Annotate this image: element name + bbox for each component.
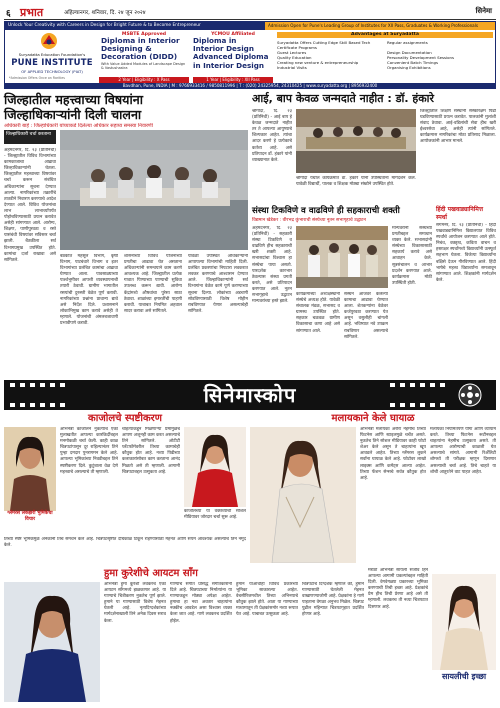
article-body-col: गाण्याचे संगीत प्रसिद्ध संगीतकारांनी दिले आहे. चित्रपटाच्या निर्मात्यांना या गाण्याकडून मोठ्या अपेक्षा आहेत. हुमाचा हा नवा अवतार चाहत्यांना नक्कीच आवडेल असा विश्वास व्यक्त केला जात आहे. गाणे लवकरच प्रदर्शित होईल. <box>170 582 232 624</box>
msbte-course: Designing & <box>101 44 152 54</box>
article-body-col: तिच्या स्पष्ट भूमिकेमुळे अनेकांनी तिचे समर्थन केले आहे. चित्रपटसृष्टीत दीर्घकाळ टिकून राहण्यासाठी मेहनत आणि संयम आवश्यक असल्याचे तिने नमूद केले. <box>4 537 246 549</box>
article-body-col: मराठी अभिनेत्री सायली संजीव हिने आपल्या आगामी प्रकल्पांबद्दल माहिती दिली. वेगवेगळ्या प्रकारच्या भूमिका करण्याची तिची इच्छा आहे. प्रेक्षकांचे प्रेम हीच तिची प्रेरणा आहे असे ती म्हणाली. लवकरच ती नव्या चित्रपटात दिसणार आहे. <box>368 568 428 610</box>
paper-name: प्रभात <box>20 6 44 19</box>
ycmou-course: in Interior Design <box>193 60 265 70</box>
ad-address-bar: Bavdhan, Pune, INDIA | M : 9766933416 / 9850811996 | T : (020) 24325954, 24310425 | www.suryadatta.org | 8956932400 <box>5 83 495 89</box>
advantage-item: Suryadatta Offers Cutting Edge Skill Based Tech Certificate Programs <box>277 40 371 50</box>
article-body-col: कार्यक्रमाच्या अध्यक्षस्थानी संस्थेचे अध्यक्ष होते. यावेळी संचालक मंडळ, सभासद व ग्रामस्थ उपस्थित होते. सहकार चळवळ ग्रामीण विकासाचा कणा आहे असे सांगण्यात आले. <box>296 292 340 334</box>
article-body-col: श्रीगोंदा येथील कार्यक्रमात डॉ. हंकारे यांनी उपस्थितांना मार्गदर्शन केले. यावेळी विद्यार्थी, पालक व शिक्षक मोठ्या संख्येने उपस्थित होते. <box>296 176 416 188</box>
brief-headline: हिंदी पखवाड्यानिमित्त स्पर्धा <box>436 206 484 221</box>
article-body-col: काजोलच्या या वक्तव्याची सोशल मीडियावर जोरदार चर्चा सुरू आहे. <box>184 509 246 521</box>
article-body-col: अभिनेत्री हुमा कुरेशी लवकरच एका आयटम सॉंगमध्ये झळकणार आहे. या गाण्याचे चित्रीकरण नुकतेच पूर्ण झाले. हुमाने या गाण्यासाठी विशेष मेहनत घेतली आहे. नृत्यदिग्दर्शकांच्या मार्गदर्शनाखाली तिने अनेक दिवस सराव केला. <box>104 582 166 624</box>
advantages-block <box>277 32 493 82</box>
article-headline: मलायकाने केले घायाळ <box>331 413 415 424</box>
kajol-photo <box>4 427 56 511</box>
msbte-title: MSBTE Approved <box>121 32 167 37</box>
ycmou-course: Diploma in <box>193 36 237 45</box>
msbte-course-list <box>99 37 189 62</box>
institute-tag: Suryadatta Education Foundation's <box>18 52 86 57</box>
advantage-item: Regular assignments <box>387 40 428 45</box>
meeting-photo <box>60 130 248 250</box>
cinema-banner <box>4 380 496 410</box>
sayali-caption: सायलीची इच्छा <box>441 672 487 681</box>
ycmou-course-list <box>193 37 273 70</box>
advertisement[interactable] <box>4 21 496 89</box>
dateline: अहिल्यानगर, शनिवार, दि. २४ जून २०२४ <box>64 10 146 16</box>
advantage-item: Design Documentation <box>387 50 432 55</box>
article-subhead: विद्यमान खेडेकर : वीरभद्र कुंभाराची संस्थेच्या नूतन सभागृहाचे उद्घाटन <box>252 218 366 223</box>
advantage-item: Guest Lectures <box>277 50 307 55</box>
event-photo <box>296 109 416 173</box>
ycmou-course: Interior Design <box>193 44 254 54</box>
article-body-col: मलायका नियमितपणे योगा आणि व्यायाम करते. तिच्या फिटनेस रूटीनबद्दल चाहत्यांना नेहमीच उत्सुकता असते. ती आपल्या आरोग्याची काळजी घेत असल्याचे सांगते. आगामी रिॲलिटी शोमध्ये ती परीक्षक म्हणून दिसणार असल्याची चर्चा आहे. तिचे चाहते या शोची आतुरतेने वाट पाहत आहेत. <box>430 427 496 475</box>
msbte-block <box>99 32 189 76</box>
cinema-article-malaika <box>250 413 496 563</box>
brief-hindi <box>436 206 496 378</box>
ad-footer-note: *Admission Offers Once on Rarities <box>9 76 65 80</box>
malaika-photo <box>250 427 356 563</box>
article-body-col: अहमदनगर, दि. २३ (प्रतिनिधी) - जिल्ह्यातील विविध विभागांच्या कामकाजाचा आढावा जिल्हाधिकाऱ्यांनी घेतला. जिल्ह्यातील महत्त्वाच्या विषयांवर चर्चा करून संबंधित अधिकाऱ्यांना सूचना देण्यात आल्या. नागरिकांच्या तक्रारींचे तातडीने निवारण करण्याचे आदेश देण्यात आले. विविध योजनांचा लाभ लाभार्थ्यांपर्यंत पोहोचविण्यासाठी प्रयत्न करावेत असेही सांगण्यात आले. आरोग्य, शिक्षण, पाणीपुरवठा व रस्ते यासंबंधी विषयांवर सविस्तर चर्चा झाली. बैठकीला सर्व विभागप्रमुख उपस्थित होते. कामांचा दर्जा राखावा असे सांगितले. <box>4 148 56 263</box>
msbte-course: Diploma in Interior <box>101 36 180 45</box>
sayali-photo <box>432 574 496 670</box>
article-subhead: अधिकारी बाहे : जिल्हाधिकारी यांच्याकडे दिलेल्या अधिकार सहाय्य समस्या निवारणी <box>4 123 153 129</box>
institute-name-sub: OF APPLIED TECHNOLOGY (PIAT) <box>21 69 83 74</box>
article-body-col: यावेळी उपस्थित अधिकाऱ्यांनी आपापल्या विभागांची माहिती दिली. प्रलंबित प्रकरणांचा निपटारा लवकरात लवकर करण्याचे आश्वासन देण्यात आले. जिल्हाधिकाऱ्यांनी सर्व विभागांना वेळेत कामे पूर्ण करण्याच्या सूचना दिल्या. लोकांच्या अडचणी सोडविण्यासाठी विशेष मोहीम राबविण्यात येणार असल्याचेही सांगितले. <box>188 254 248 314</box>
article-body-col: बैठकीत महसूल विभाग, कृषी विभाग, पाटबंधारे विभाग व इतर विभागांच्या प्रलंबित कामांचा आढावा घेण्यात आला. पावसाळ्याच्या पार्श्वभूमीवर आपत्ती व्यवस्थापनाची तयारी ठेवावी. ग्रामीण भागातील रस्त्यांची दुरुस्ती वेळेत पूर्ण करावी. नागरिकांच्या प्रश्नांना प्राधान्य द्यावे असे निर्देश दिले. प्रशासनाने लोकाभिमुख काम करावे असेही ते म्हणाले. योजनांची अंमलबजावणी प्रभावीपणे करावी. <box>60 254 118 327</box>
huma-photo <box>4 582 100 702</box>
msbte-note: With Value Added Modules of Landscape Design & Vastushastra <box>101 61 186 70</box>
institute-logo-icon <box>39 32 59 50</box>
cinema-article-sayali <box>368 568 496 704</box>
msbte-course: Decoration (DIDD) <box>101 52 178 62</box>
ad-banner-left: Unlock Your Creativity with Careers in Design for Bright Future & to Become Entrepreneur <box>5 22 268 30</box>
article-body-col: श्रीगोंदा, दि. २३ (प्रतिनिधी) - आई बाप हे केवळ जन्मदाते नाहीत तर ते आपल्या आयुष्याचे शिल्पकार आहेत. त्यांचा आदर करणे हे प्रत्येकाचे कर्तव्य आहे. असे प्रतिपादन डॉ. हंकारे यांनी व्याख्यानात केले. <box>252 109 292 163</box>
institute-logo-block <box>9 32 95 76</box>
article-district-collector <box>4 92 248 380</box>
article-body-col: अभिनेत्री काजोलने नुकत्याच एका मुलाखतीत आपल्या कारकिर्दीबद्दल मनमोकळी चर्चा केली. काही काळ चित्रपटांपासून दूर राहिल्यानंतर तिने पुन्हा दमदार पुनरागमन केले आहे. आपल्या भूमिकांच्या निवडीबद्दल तिने स्पष्टीकरण दिले. कुटुंबाला वेळ देणे महत्त्वाचे असल्याचे ती म्हणाली. <box>60 427 118 475</box>
article-headline: काजोलचे स्पष्टीकरण <box>88 413 162 424</box>
article-body-col: हुमाने याआधीही विविध प्रकारच्या भूमिका साकारल्या आहेत. वेबसीरिजमधील तिच्या अभिनयाचे कौतुक झाले होते. आता या गाण्याच्या माध्यमातून ती प्रेक्षकांसमोर नव्या रूपात येत आहे. याबाबत उत्सुकता आहे. <box>236 582 298 618</box>
article-cooperative <box>252 206 432 378</box>
headline-line: जिल्हातील महत्त्वाच्या विषयांना <box>4 92 143 107</box>
article-headline: हुमा कुरेशीचे आयटम सॉंग <box>104 568 198 579</box>
advantage-item: Creating new venture & entrepreneurship <box>277 60 359 65</box>
masthead-rule <box>4 19 496 20</box>
article-body-col: मान्यवरांनी संस्थेच्या प्रगतीबद्दल समाधान व्यक्त केले. सभासदांनी संस्थेच्या विकासासाठी सहकार्य करावे असे आवाहन केले. सूत्रसंचालन व आभार प्रदर्शन करण्यात आले. कार्यक्रमास मोठी उपस्थिती होती. <box>392 226 432 286</box>
article-hankare <box>252 92 496 202</box>
msbte-duration: 2 Year | Eligibility : X Pass <box>99 77 189 83</box>
article-body-col: जिल्ह्यातील शिक्षण संस्थांनी संस्कारक्षम पिढी घडविण्यासाठी प्रयत्न करावेत. पालकांनी मुलांशी संवाद ठेवावा. आई-वडिलांची सेवा हीच खरी ईश्वरसेवा आहे, असेही त्यांनी सांगितले. कार्यक्रमास नागरिकांचा मोठा प्रतिसाद मिळाला. आयोजकांनी आभार मानले. <box>420 109 496 145</box>
article-headline: आई, बाप केवळ जन्मदाते नाहीत : डॉ. हंकारे <box>252 92 434 105</box>
photo-caption-box <box>4 511 56 531</box>
advantage-item: Industrial Visits <box>277 65 307 70</box>
article-body-col: शासनाच्या विविध योजनांच्या प्रगतीचा आढावा घेत असताना अधिकाऱ्यांनी समन्वयाने काम करणे आवश्यक आहे. जिल्ह्यातील प्रत्येक गावात पिण्याच्या पाण्याची सुविधा उपलब्ध करून द्यावी. आरोग्य केंद्रांमध्ये औषधांचा पुरेसा साठा ठेवावा. शाळांच्या इमारतींची पाहणी करावी. याबाबत नियमित अहवाल सादर करावा असे सांगितले. <box>124 254 182 314</box>
section-label: सिनेमा <box>475 7 492 15</box>
inauguration-photo <box>296 226 388 288</box>
advantages-list <box>277 40 493 70</box>
article-body-col: संस्थेने आजवर केलेल्या कामाचा आढावा घेण्यात आला. शेतकऱ्यांना वेळेवर कर्जपुरवठा करण्यात येत असून वसुलीही चांगली आहे. भविष्यात नवे उपक्रम राबविणार असल्याचे सांगितले. <box>344 292 388 340</box>
advantage-item: Convenient Batch Timings <box>387 60 439 65</box>
photo-caption: ग्लॅमरस लकझरी भुमिकेचा विचार <box>7 511 53 522</box>
cinema-title: सिनेमास्कोप <box>203 383 297 407</box>
photo-caption: जिल्हाधिकारी चर्चा करताना <box>6 132 51 137</box>
article-body-col: चित्रपटाचे दिग्दर्शक म्हणाले की, हुमाने गाण्यासाठी घेतलेली मेहनत वाखाणण्याजोगी आहे. प्रेक्षकांना हे गाणे पाहताना वेगळा अनुभव मिळेल. चित्रपट पुढील महिन्यात चित्रपटगृहात प्रदर्शित होणार आहे. <box>302 582 364 618</box>
article-body-col: अभिनेत्री मलायका अरोरा नेहमीच तिच्या फिटनेस आणि स्टाइलमुळे चर्चेत असते. नुकतेच तिने सोशल मीडियावर काही फोटो शेअर केले असून ते चाहत्यांना खूप आवडले आहेत. तिच्या ग्लॅमरस लुकने सर्वांना घायाळ केले आहे. फोटोवर लाखो लाइक्स आणि कमेंट्स आल्या आहेत. तिच्या फॅशन सेन्सचे सर्वत्र कौतुक होत आहे. <box>360 427 426 481</box>
advantage-item: Quality Education <box>277 55 312 60</box>
ad-banner-right: Admission Open for Pune's Leading Group of Institutes for XII Pass, Graduates & Working Professionals <box>265 22 496 30</box>
ycmou-course: Advanced Diploma <box>193 52 269 62</box>
article-body-col: चाहत्यांकडून मिळणाऱ्या प्रेमामुळेच आपण अजूनही काम करत असल्याचे तिने सांगितले. ओटीटी प्लॅटफॉर्मवरील तिच्या कामाचेही कौतुक होत आहे. नव्या पिढीच्या कलाकारांसोबत काम करताना आनंद मिळतो असे ती म्हणाली. आगामी चित्रपटाबद्दल उत्सुकता आहे. <box>122 427 180 475</box>
institute-name: PUNE INSTITUTE <box>11 58 93 68</box>
article-headline: संस्था टिकविणे व वाढविणे ही सहकाराची शक्ती <box>252 206 400 216</box>
kajol-photo-2 <box>184 427 246 507</box>
advantages-title: Advantages at Suryadatta <box>277 32 493 38</box>
ycmou-duration: 1 Year | Eligibility : XII Pass <box>193 77 273 83</box>
cinema-article-huma <box>4 568 364 704</box>
cinema-article-kajol <box>4 413 246 563</box>
headline-line: जिल्हाधिकाऱ्यांनी दिली चालना <box>4 107 142 122</box>
photo-caption-bar <box>4 130 56 144</box>
masthead <box>6 6 494 18</box>
article-body-col: अहमदनगर, दि. २३ (प्रतिनिधी) - सहकारी संस्था टिकविणे व वाढविणे हीच सहकाराची खरी शक्ती आहे. सभासदांचा विश्वास हा संस्थेचा पाया असतो. पारदर्शक कारभार ठेवल्यास संस्था प्रगती करते, असे प्रतिपादन करण्यात आले. नूतन सभागृहाचे उद्घाटन मान्यवरांच्या हस्ते झाले. <box>252 226 292 305</box>
article-headline <box>4 92 248 122</box>
article-body-col: संगमनेर, दि. २३ (प्रतिनिधी) - हिंदी पखवाड्यानिमित्त विद्यालयात विविध स्पर्धांचे आयोजन करण्यात आले होते. निबंध, वक्तृत्व, कविता वाचन व हस्ताक्षर स्पर्धांमध्ये विद्यार्थ्यांनी उत्स्फूर्त सहभाग घेतला. विजेत्या विद्यार्थ्यांना बक्षिसे देऊन गौरविण्यात आले. हिंदी भाषेचे महत्त्व विद्यार्थ्यांना समजावून सांगण्यात आले. शिक्षकांनी मार्गदर्शन केले. <box>436 223 496 283</box>
ycmou-block <box>193 32 273 76</box>
advantage-item: Organising Exhibitions <box>387 65 431 70</box>
ycmou-title: YCMOU Affiliated <box>211 32 255 37</box>
advantage-item: Personality Development Sessions <box>387 55 454 60</box>
page-number: ६ <box>6 9 11 19</box>
